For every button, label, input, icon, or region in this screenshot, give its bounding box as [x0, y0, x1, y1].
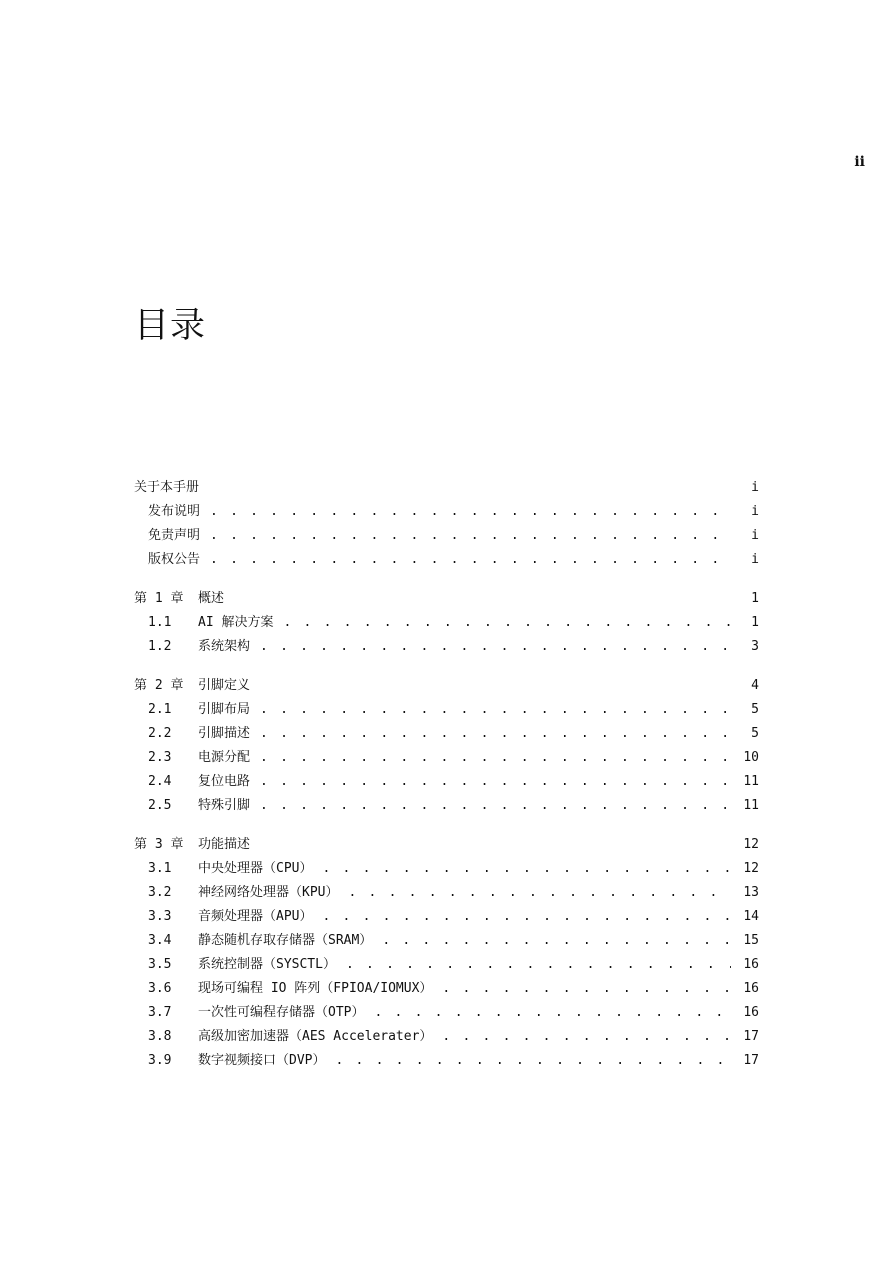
toc-entry[interactable]	[134, 722, 759, 746]
toc-entry[interactable]	[134, 500, 759, 524]
section-number: 3.5	[148, 957, 172, 972]
toc-entry-label: 免责声明	[148, 528, 201, 543]
toc-entry-label: 音频处理器（APU）	[198, 909, 313, 924]
page-title: 目录	[134, 306, 207, 346]
toc-entry-page: 3	[751, 639, 759, 654]
toc-entry-page: 13	[743, 885, 759, 900]
toc-entry[interactable]	[134, 929, 759, 953]
section-number: 2.3	[148, 750, 172, 765]
toc-section-chapter-3	[134, 833, 759, 1073]
toc-entry-label: 一次性可编程存储器（OTP）	[198, 1005, 365, 1020]
toc-entry[interactable]	[134, 635, 759, 659]
toc-entry[interactable]	[134, 548, 759, 572]
toc-entry-page: 12	[743, 837, 759, 852]
dot-leader	[322, 857, 731, 881]
table-of-contents	[134, 476, 759, 1088]
dot-leader	[348, 881, 731, 905]
toc-entry[interactable]	[134, 977, 759, 1001]
section-number: 1.2	[148, 639, 172, 654]
dot-leader	[382, 929, 731, 953]
toc-entry-page: 5	[751, 702, 759, 717]
page-number: ii	[854, 154, 865, 170]
toc-entry-page: 12	[743, 861, 759, 876]
chapter-number: 第 3 章	[134, 837, 184, 852]
toc-entry[interactable]	[134, 746, 759, 770]
section-number: 1.1	[148, 615, 172, 630]
toc-entry[interactable]	[134, 1001, 759, 1025]
section-number: 3.3	[148, 909, 172, 924]
toc-entry-label: 功能描述	[198, 837, 251, 852]
toc-entry-page: 16	[743, 981, 759, 996]
toc-entry-label: 神经网络处理器（KPU）	[198, 885, 339, 900]
toc-entry[interactable]	[134, 770, 759, 794]
dot-leader	[335, 1049, 731, 1073]
toc-chapter-entry[interactable]	[134, 587, 759, 611]
toc-entry-label: AI 解决方案	[198, 615, 274, 630]
dot-leader	[442, 977, 731, 1001]
toc-entry-page: 10	[743, 750, 759, 765]
toc-section-chapter-2	[134, 674, 759, 818]
toc-entry-label: 概述	[198, 591, 225, 606]
toc-entry[interactable]	[134, 794, 759, 818]
dot-leader	[260, 635, 731, 659]
toc-entry-label: 中央处理器（CPU）	[198, 861, 313, 876]
toc-entry-page: i	[751, 552, 759, 567]
toc-entry-page: 11	[743, 774, 759, 789]
chapter-number: 第 2 章	[134, 678, 184, 693]
section-number: 3.1	[148, 861, 172, 876]
toc-entry[interactable]	[134, 1025, 759, 1049]
toc-chapter-entry[interactable]	[134, 674, 759, 698]
dot-leader	[442, 1025, 731, 1049]
toc-entry-page: 1	[751, 615, 759, 630]
dot-leader	[346, 953, 731, 977]
section-number: 2.1	[148, 702, 172, 717]
toc-entry-page: 16	[743, 957, 759, 972]
section-number: 3.9	[148, 1053, 172, 1068]
dot-leader	[260, 794, 731, 818]
section-number: 3.4	[148, 933, 172, 948]
toc-entry-label: 版权公告	[148, 552, 201, 567]
dot-leader	[210, 548, 731, 572]
toc-entry-label: 电源分配	[198, 750, 251, 765]
dot-leader	[260, 698, 731, 722]
chapter-number: 第 1 章	[134, 591, 184, 606]
toc-entry-label: 引脚描述	[198, 726, 251, 741]
toc-entry[interactable]	[134, 611, 759, 635]
dot-leader	[210, 524, 731, 548]
toc-chapter-entry[interactable]	[134, 833, 759, 857]
toc-entry-label: 高级加密加速器（AES Accelerater）	[198, 1029, 433, 1044]
dot-leader	[260, 770, 731, 794]
toc-entry-label: 现场可编程 IO 阵列（FPIOA/IOMUX）	[198, 981, 433, 996]
toc-entry[interactable]	[134, 1049, 759, 1073]
toc-entry-page: 17	[743, 1053, 759, 1068]
toc-entry-page: 1	[751, 591, 759, 606]
toc-entry-label: 关于本手册	[134, 480, 200, 495]
section-number: 3.6	[148, 981, 172, 996]
toc-section-front	[134, 476, 759, 572]
dot-leader	[260, 722, 731, 746]
toc-entry-label: 静态随机存取存储器（SRAM）	[198, 933, 373, 948]
section-number: 3.8	[148, 1029, 172, 1044]
dot-leader	[374, 1001, 731, 1025]
toc-entry-page: 17	[743, 1029, 759, 1044]
toc-entry-page: i	[751, 504, 759, 519]
toc-entry-page: i	[751, 528, 759, 543]
toc-entry[interactable]	[134, 905, 759, 929]
toc-entry-label: 引脚布局	[198, 702, 251, 717]
toc-entry-page: 5	[751, 726, 759, 741]
toc-entry[interactable]	[134, 857, 759, 881]
toc-entry-page: 14	[743, 909, 759, 924]
section-number: 3.7	[148, 1005, 172, 1020]
toc-entry[interactable]	[134, 953, 759, 977]
toc-entry-label: 引脚定义	[198, 678, 251, 693]
toc-entry-label: 特殊引脚	[198, 798, 251, 813]
toc-entry[interactable]	[134, 698, 759, 722]
toc-entry-label: 系统控制器（SYSCTL）	[198, 957, 336, 972]
toc-entry-front[interactable]	[134, 476, 759, 500]
toc-section-chapter-1	[134, 587, 759, 659]
section-number: 2.2	[148, 726, 172, 741]
toc-entry-page: 11	[743, 798, 759, 813]
section-number: 3.2	[148, 885, 172, 900]
toc-entry-label: 系统架构	[198, 639, 251, 654]
section-number: 2.4	[148, 774, 172, 789]
toc-entry[interactable]	[134, 881, 759, 905]
toc-entry-page: 15	[743, 933, 759, 948]
toc-entry-page: 16	[743, 1005, 759, 1020]
toc-entry-label: 发布说明	[148, 504, 201, 519]
toc-entry-page: i	[751, 480, 759, 495]
toc-entry-label: 数字视频接口（DVP）	[198, 1053, 326, 1068]
dot-leader	[283, 611, 731, 635]
toc-entry[interactable]	[134, 524, 759, 548]
toc-entry-label: 复位电路	[198, 774, 251, 789]
dot-leader	[322, 905, 731, 929]
toc-entry-page: 4	[751, 678, 759, 693]
section-number: 2.5	[148, 798, 172, 813]
dot-leader	[260, 746, 731, 770]
dot-leader	[210, 500, 731, 524]
